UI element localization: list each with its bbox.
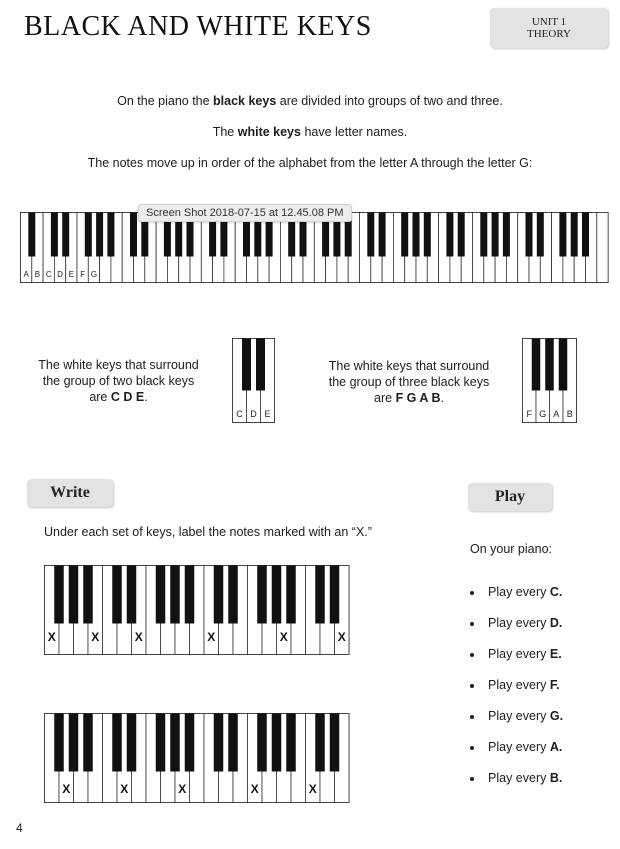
caption-line	[26, 389, 211, 405]
x-marker: X	[207, 630, 216, 644]
key-label: C	[236, 409, 243, 419]
play-text: Play every	[488, 709, 550, 723]
intro-bold: black keys	[213, 94, 277, 108]
play-item-b	[470, 771, 563, 802]
black-key	[379, 213, 386, 257]
play-punct: .	[558, 616, 563, 630]
black-key	[257, 714, 267, 772]
play-item-a	[470, 740, 563, 771]
bullet-icon	[470, 684, 474, 688]
x-marker: X	[134, 630, 143, 644]
play-punct: .	[558, 771, 563, 785]
play-text: Play every	[488, 678, 550, 692]
black-key	[480, 213, 487, 257]
play-punct: .	[559, 709, 564, 723]
play-note: D	[549, 616, 559, 630]
key-label: D	[250, 409, 257, 419]
black-key	[83, 714, 93, 772]
black-key	[492, 213, 499, 257]
x-marker: X	[279, 630, 288, 644]
x-marker: X	[178, 782, 187, 796]
intro-text: have letter names.	[300, 125, 408, 139]
play-text: Play every	[488, 771, 550, 785]
black-key	[83, 566, 93, 624]
key-label: F	[526, 409, 532, 419]
play-note: F	[549, 678, 557, 692]
three-black-caption	[314, 358, 504, 406]
black-key	[315, 566, 325, 624]
unit-badge	[490, 8, 608, 48]
key-label: E	[68, 270, 75, 279]
black-key	[330, 714, 340, 772]
black-key	[28, 213, 35, 257]
black-key	[228, 714, 238, 772]
black-key	[107, 213, 114, 257]
black-key	[185, 566, 195, 624]
caption-line: The white keys that surround	[328, 359, 490, 373]
x-marker: X	[308, 782, 317, 796]
black-key	[170, 566, 180, 624]
black-key	[446, 213, 453, 257]
black-key	[537, 213, 544, 257]
black-key	[559, 213, 566, 257]
play-item-c	[470, 585, 563, 616]
caption-text: are	[374, 391, 396, 405]
black-key	[54, 566, 64, 624]
play-item-d	[470, 616, 563, 647]
black-key	[367, 213, 374, 257]
bullet-icon	[470, 653, 474, 657]
screenshot-tooltip: Screen Shot 2018-07-15 at 12.45.08 PM	[138, 204, 352, 222]
black-key	[242, 339, 251, 391]
key-label: G	[90, 270, 98, 279]
black-key	[112, 714, 122, 772]
caption-line: The white keys that surround	[38, 358, 199, 372]
black-key	[532, 339, 541, 391]
key-label: G	[539, 409, 547, 419]
write-badge: Write	[27, 479, 113, 507]
bullet-icon	[470, 715, 474, 719]
caption-notes: C D E	[110, 390, 145, 404]
x-marker: X	[337, 630, 346, 644]
key-label: E	[264, 409, 271, 419]
black-key	[62, 213, 69, 257]
black-key	[401, 213, 408, 257]
two-black-keys-diagram	[232, 338, 276, 424]
black-key	[127, 566, 137, 624]
unit-subject: THEORY	[527, 28, 571, 40]
caption-line: the group of three black keys	[328, 375, 490, 389]
black-key	[286, 714, 296, 772]
black-key	[170, 714, 180, 772]
play-note: E	[549, 647, 559, 661]
black-key	[228, 566, 238, 624]
two-black-caption	[26, 357, 211, 405]
black-key	[51, 213, 58, 257]
black-key	[130, 213, 137, 257]
x-marker: X	[250, 782, 259, 796]
play-badge: Play	[468, 483, 552, 511]
x-marker: X	[62, 782, 71, 796]
intro-text: On the piano the	[117, 94, 214, 108]
caption-notes: F G A B	[395, 391, 441, 405]
intro-text: The	[212, 125, 238, 139]
bullet-icon	[470, 746, 474, 750]
play-punct: .	[558, 585, 563, 599]
play-text: Play every	[488, 616, 550, 630]
full-keyboard	[20, 212, 610, 284]
x-marker: X	[120, 782, 129, 796]
black-key	[214, 714, 224, 772]
black-key	[582, 213, 589, 257]
caption-text: are	[89, 390, 111, 404]
black-key	[112, 566, 122, 624]
black-key	[96, 213, 103, 257]
three-black-keys-diagram	[522, 338, 578, 424]
play-note: A	[549, 740, 559, 754]
play-punct: .	[558, 647, 562, 661]
play-intro: On your piano:	[470, 542, 552, 556]
black-key	[185, 714, 195, 772]
intro-bold: white keys	[237, 125, 301, 139]
play-note: C	[549, 585, 559, 599]
play-punct: .	[556, 678, 560, 692]
black-key	[156, 714, 166, 772]
key-label: A	[553, 409, 560, 419]
black-key	[256, 339, 265, 391]
bullet-icon	[470, 591, 474, 595]
black-key	[286, 566, 296, 624]
black-key	[413, 213, 420, 257]
bullet-icon	[470, 777, 474, 781]
black-key	[526, 213, 533, 257]
play-text: Play every	[488, 585, 550, 599]
write-keyboard-2	[44, 713, 350, 804]
write-keyboard-1	[44, 565, 350, 656]
black-key	[257, 566, 267, 624]
intro-line-3: The notes move up in order of the alphabet from the letter A through the letter G:	[87, 156, 533, 170]
page-title: BLACK AND WHITE KEYS	[24, 11, 372, 42]
key-label: B	[566, 409, 573, 419]
black-key	[69, 714, 79, 772]
play-text: Play every	[488, 647, 550, 661]
play-note: G	[549, 709, 560, 723]
write-instruction: Under each set of keys, label the notes marked with an “X.”	[44, 525, 372, 539]
black-key	[330, 566, 340, 624]
key-label: A	[23, 270, 29, 279]
black-key	[214, 566, 224, 624]
intro-text: are divided into groups of two and three.	[276, 94, 503, 108]
black-key	[545, 339, 554, 391]
play-note: B	[549, 771, 559, 785]
intro-line-2	[0, 125, 620, 139]
caption-line	[314, 390, 504, 406]
key-label: C	[45, 270, 52, 279]
black-key	[559, 339, 568, 391]
play-item-f	[470, 678, 563, 709]
caption-text: .	[440, 391, 444, 405]
unit-number: UNIT 1	[531, 16, 567, 28]
x-marker: X	[47, 630, 56, 644]
black-key	[127, 714, 137, 772]
caption-text: .	[144, 390, 148, 404]
play-item-g	[470, 709, 563, 740]
play-item-e	[470, 647, 563, 678]
black-key	[458, 213, 465, 257]
black-key	[54, 714, 64, 772]
x-marker: X	[91, 630, 100, 644]
key-label: D	[57, 270, 63, 279]
black-key	[156, 566, 166, 624]
key-label: F	[80, 270, 86, 279]
black-key	[315, 714, 325, 772]
play-list	[470, 585, 563, 802]
bullet-icon	[470, 622, 474, 626]
black-key	[503, 213, 510, 257]
black-key	[272, 566, 282, 624]
key-label: B	[34, 270, 41, 279]
black-key	[571, 213, 578, 257]
white-key	[597, 213, 608, 283]
play-text: Play every	[488, 740, 550, 754]
play-punct: .	[558, 740, 563, 754]
black-key	[69, 566, 79, 624]
black-key	[85, 213, 92, 257]
caption-line: the group of two black keys	[42, 374, 195, 388]
black-key	[424, 213, 431, 257]
page-number: 4	[16, 821, 23, 835]
black-key	[272, 714, 282, 772]
intro-line-1	[0, 94, 620, 108]
